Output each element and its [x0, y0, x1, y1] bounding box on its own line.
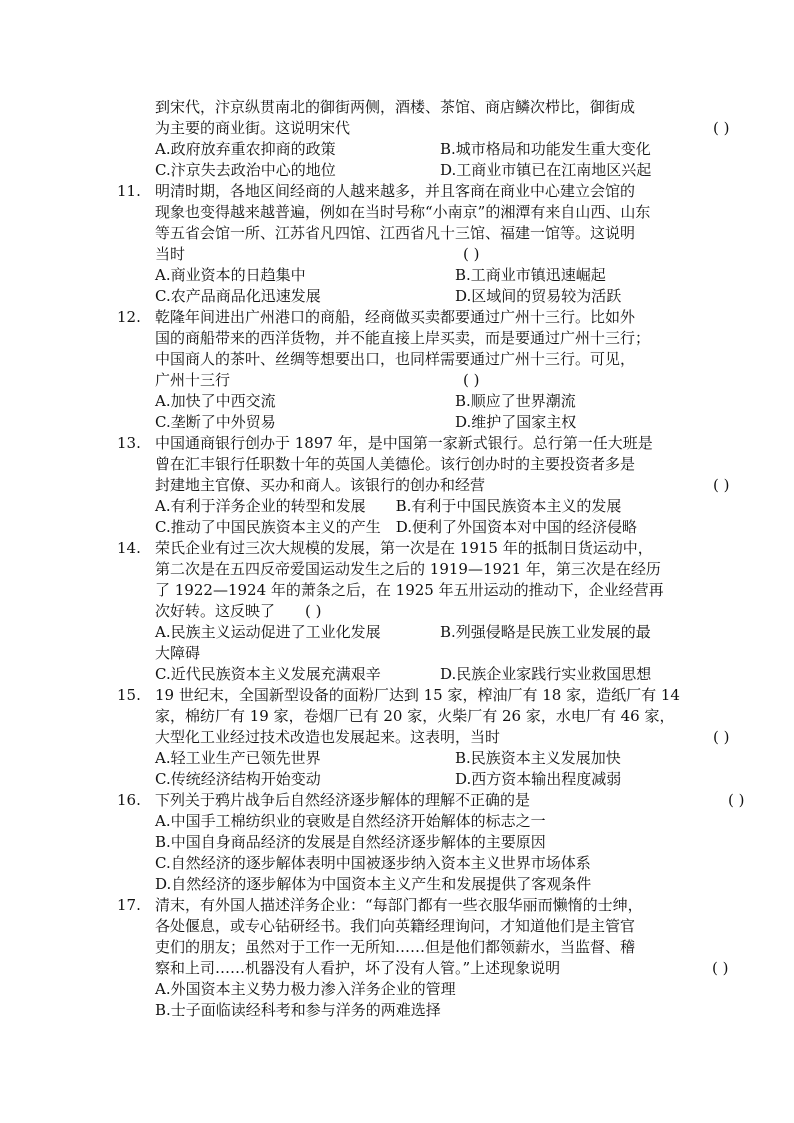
q12-answer-bracket[interactable]: ( )	[463, 371, 480, 389]
q16-answer-bracket[interactable]: ( )	[728, 791, 745, 809]
q17-line-1: 清末，有外国人描述洋务企业：“每部门都有一些衣服华丽而懒惰的士绅，	[155, 896, 643, 914]
q14-option-a[interactable]: A.民族主义运动促进了工业化发展	[155, 623, 381, 641]
q16-option-b[interactable]: B.中国自身商品经济的发展是自然经济逐步解体的主要原因	[155, 833, 546, 851]
q15-line-3: 大型化工业经过技术改造也发展起来。这表明，当时	[155, 728, 501, 746]
q15-number: 15.	[117, 686, 141, 704]
q17-line-4: 察和上司……机器没有人看护，坏了没有人管。”上述现象说明	[155, 959, 561, 977]
q11-option-b[interactable]: B.工商业市镇迅速崛起	[455, 266, 606, 284]
q10-option-b[interactable]: B.城市格局和功能发生重大变化	[440, 140, 651, 158]
q17-line-2: 各处偃息，或专心钻研经书。我们向英籍经理询问，才知道他们是主管官	[155, 917, 636, 935]
q12-option-b[interactable]: B.顺应了世界潮流	[455, 392, 576, 410]
q11-line-1: 明清时期，各地区间经商的人越来越多，并且客商在商业中心建立会馆的	[155, 182, 636, 200]
q16-option-d[interactable]: D.自然经济的逐步解体为中国资本主义产生和发展提供了客观条件	[155, 875, 592, 893]
q14-line-3: 了 1922—1924 年的萧条之后，在 1925 年五卅运动的推动下，企业经营再	[155, 581, 664, 599]
q11-line-3: 等五省会馆一所、江苏省凡四馆、江西省凡十三馆、福建一馆等。这说明	[155, 224, 636, 242]
q10-option-d[interactable]: D.工商业市镇已在江南地区兴起	[440, 161, 652, 179]
q13-options-ab[interactable]: A.有利于洋务企业的转型和发展 B.有利于中国民族资本主义的发展	[155, 497, 622, 515]
q15-option-d[interactable]: D.西方资本输出程度减弱	[455, 770, 622, 788]
q11-answer-bracket[interactable]: ( )	[463, 245, 480, 263]
q12-line-2: 国的商船带来的西洋货物，并不能直接上岸买卖，而是要通过广州十三行；	[155, 329, 651, 347]
q10-line-1: 到宋代，汴京纵贯南北的御街两侧，酒楼、茶馆、商店鳞次栉比，御街成	[155, 98, 636, 116]
q13-line-3: 封建地主官僚、买办和商人。该银行的创办和经营	[155, 476, 486, 494]
q17-option-a[interactable]: A.外国资本主义势力极力渗入洋务企业的管理	[155, 980, 456, 998]
q12-line-3: 中国商人的茶叶、丝绸等想要出口，也同样需要通过广州十三行。可见，	[155, 350, 636, 368]
q15-line-2: 家，棉纺厂有 19 家，卷烟厂已有 20 家，火柴厂有 26 家，水电厂有 46 家，	[155, 707, 675, 725]
q13-line-1: 中国通商银行创办于 1897 年，是中国第一家新式银行。总行第一任大班是	[155, 434, 653, 452]
q13-options-cd[interactable]: C.推动了中国民族资本主义的产生 D.便利了外国资本对中国的经济侵略	[155, 518, 637, 536]
q14-number: 14.	[117, 539, 141, 557]
q10-answer-bracket[interactable]: ( )	[713, 119, 730, 137]
q11-option-d[interactable]: D.区域间的贸易较为活跃	[455, 287, 622, 305]
q13-number: 13.	[117, 434, 141, 452]
q12-option-d[interactable]: D.维护了国家主权	[455, 413, 577, 431]
q11-line-2: 现象也变得越来越普遍，例如在当时号称“小南京”的湘潭有来自山西、山东	[155, 203, 651, 221]
q13-line-2: 曾在汇丰银行任职数十年的英国人美德伦。该行创办时的主要投资者多是	[155, 455, 636, 473]
q14-line-1: 荣氏企业有过三次大规模的发展，第一次是在 1915 年的抵制日货运动中，	[155, 539, 653, 557]
q15-option-a[interactable]: A.轻工业生产已领先世界	[155, 749, 321, 767]
q15-answer-bracket[interactable]: ( )	[713, 728, 730, 746]
q14-line-4: 次好转。这反映了 ( )	[155, 602, 322, 620]
q14-option-b[interactable]: B.列强侵略是民族工业发展的最	[440, 623, 651, 641]
q11-option-c[interactable]: C.农产品商品化迅速发展	[155, 287, 321, 305]
q14-option-b-cont: 大障碍	[155, 644, 201, 662]
q16-option-a[interactable]: A.中国手工棉纺织业的衰败是自然经济开始解体的标志之一	[155, 812, 546, 830]
q11-option-a[interactable]: A.商业资本的日趋集中	[155, 266, 306, 284]
q17-answer-bracket[interactable]: ( )	[712, 959, 729, 977]
q12-line-4: 广州十三行	[155, 371, 231, 389]
q14-option-c[interactable]: C.近代民族资本主义发展充满艰辛	[155, 665, 381, 683]
q14-line-2: 第二次是在五四反帝爱国运动发生之后的 1919—1921 年，第三次是在经历	[155, 560, 661, 578]
q10-line-2: 为主要的商业街。这说明宋代	[155, 119, 351, 137]
q17-line-3: 吏们的朋友；虽然对于工作一无所知……但是他们都领薪水，当监督、稽	[155, 938, 636, 956]
q17-option-b[interactable]: B.士子面临读经科考和参与洋务的两难选择	[155, 1001, 441, 1019]
q10-option-a[interactable]: A.政府放弃重农抑商的政策	[155, 140, 336, 158]
q12-number: 12.	[117, 308, 141, 326]
q12-option-a[interactable]: A.加快了中西交流	[155, 392, 276, 410]
q10-option-c[interactable]: C.汴京失去政治中心的地位	[155, 161, 336, 179]
q11-number: 11.	[117, 182, 141, 200]
q15-option-c[interactable]: C.传统经济结构开始变动	[155, 770, 321, 788]
q16-line-1: 下列关于鸦片战争后自然经济逐步解体的理解不正确的是	[155, 791, 531, 809]
q15-line-1: 19 世纪末，全国新型设备的面粉厂达到 15 家，榨油厂有 18 家，造纸厂有 14	[155, 686, 680, 704]
q12-line-1: 乾隆年间进出广州港口的商船，经商做买卖都要通过广州十三行。比如外	[155, 308, 636, 326]
q16-option-c[interactable]: C.自然经济的逐步解体表明中国被逐步纳入资本主义世界市场体系	[155, 854, 591, 872]
q13-answer-bracket[interactable]: ( )	[713, 476, 730, 494]
q15-option-b[interactable]: B.民族资本主义发展加快	[455, 749, 621, 767]
q14-option-d[interactable]: D.民族企业家践行实业救国思想	[440, 665, 652, 683]
q17-number: 17.	[117, 896, 141, 914]
q16-number: 16.	[117, 791, 141, 809]
q12-option-c[interactable]: C.垄断了中外贸易	[155, 413, 276, 431]
q11-line-4: 当时	[155, 245, 186, 263]
